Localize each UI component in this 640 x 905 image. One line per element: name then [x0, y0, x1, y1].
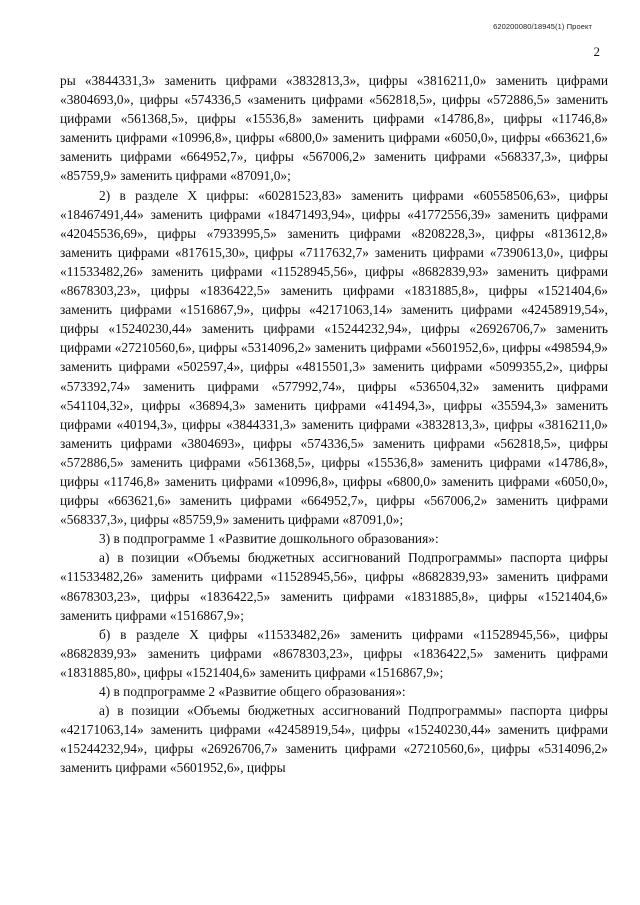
paragraph: 2) в разделе X цифры: «60281523,83» заменить цифрами «60558506,63», цифры «18467491,44» заменить цифрами «18471493,94», цифры «41772556,39» заменить цифрами «42045536,69», цифры «7933995,5» заменить цифрами «8208228,3», цифры «813612,8» заменить цифрами «817615,30», цифры «7117632,7» заменить цифрами «7390613,0», цифры «11533482,26» заменить цифрами «11528945,56», цифры «8682839,93» заменить цифрами «8678303,23», цифры «1836422,5» заменить цифрами «1831885,8», цифры «1521404,6» заменить цифрами «1516867,9», цифры «42171063,14» заменить цифрами «42458919,54», цифры «15240230,44» заменить цифрами «15244232,94», цифры «26926706,7» заменить цифрами «27210560,6», цифры «5314096,2» заменить цифрами «5601952,6», цифры «498594,9» заменить цифрами «502597,4», цифры «4815501,3» заменить цифрами «5099355,2», цифры «573392,74» заменить цифрами «577992,74», цифры «536504,32» заменить цифрами «541104,32», цифры «36894,3» заменить цифрами «41494,3», цифры «35594,3» заменить цифрами «40194,3», цифры «3844331,3» заменить цифрами «3832813,3», цифры «3816211,0» заменить цифрами «3804693», цифры «574336,5» заменить цифрами «562818,5», цифры «572886,5» заменить цифрами «561368,5», цифры «15536,8» заменить цифрами «14786,8», цифры «11746,8» заменить цифрами «10996,8», цифры «6800,0» заменить цифрами «6050,0», цифры «663621,6» заменить цифрами «664952,7», цифры «567006,2» заменить цифрами «568337,3», цифры «85759,9» заменить цифрами «87091,0»;	[60, 187, 608, 528]
paragraph: ры «3844331,3» заменить цифрами «3832813,3», цифры «3816211,0» заменить цифрами «3804693,0», цифры «574336,5 «заменить цифрами «562818,5», цифры «572886,5» заменить цифрами «561368,5», цифры «15536,8» заменить цифрами «14786,8», цифры «11746,8» заменить цифрами «10996,8», цифры «6800,0» заменить цифрами «6050,0», цифры «663621,6» заменить цифрами «664952,7», цифры «567006,2» заменить цифрами «568337,3», цифры «85759,9» заменить цифрами «87091,0»;	[60, 73, 608, 184]
page-number: 2	[593, 44, 600, 59]
paragraph: а) в позиции «Объемы бюджетных ассигнований Подпрограммы» паспорта цифры «11533482,26» заменить цифрами «11528945,56», цифры «8682839,93» заменить цифрами «8678303,23», цифры «1836422,5» заменить цифрами «1831885,8», цифры «1521404,6» заменить цифрами «1516867,9»;	[60, 550, 608, 623]
document-body	[60, 71, 608, 777]
paragraph: а) в позиции «Объемы бюджетных ассигнований Подпрограммы» паспорта цифры «42171063,14» заменить цифрами «42458919,54», цифры «15240230,44» заменить цифрами «15244232,94», цифры «26926706,7» заменить цифрами «27210560,6», цифры «5314096,2» заменить цифрами «5601952,6», цифры	[60, 703, 608, 776]
paragraph: 4) в подпрограмме 2 «Развитие общего образования»:	[99, 684, 406, 699]
paragraph: 3) в подпрограмме 1 «Развитие дошкольного образования»:	[99, 531, 439, 547]
document-code: 620200080/18945(1) Проект	[493, 22, 592, 31]
paragraph: б) в разделе X цифры «11533482,26» заменить цифрами «11528945,56», цифры «8682839,93» заменить цифрами «8678303,23», цифры «1836422,5» заменить цифрами «1831885,80», цифры «1521404,6» заменить цифрами «1516867,9»;	[60, 626, 608, 680]
